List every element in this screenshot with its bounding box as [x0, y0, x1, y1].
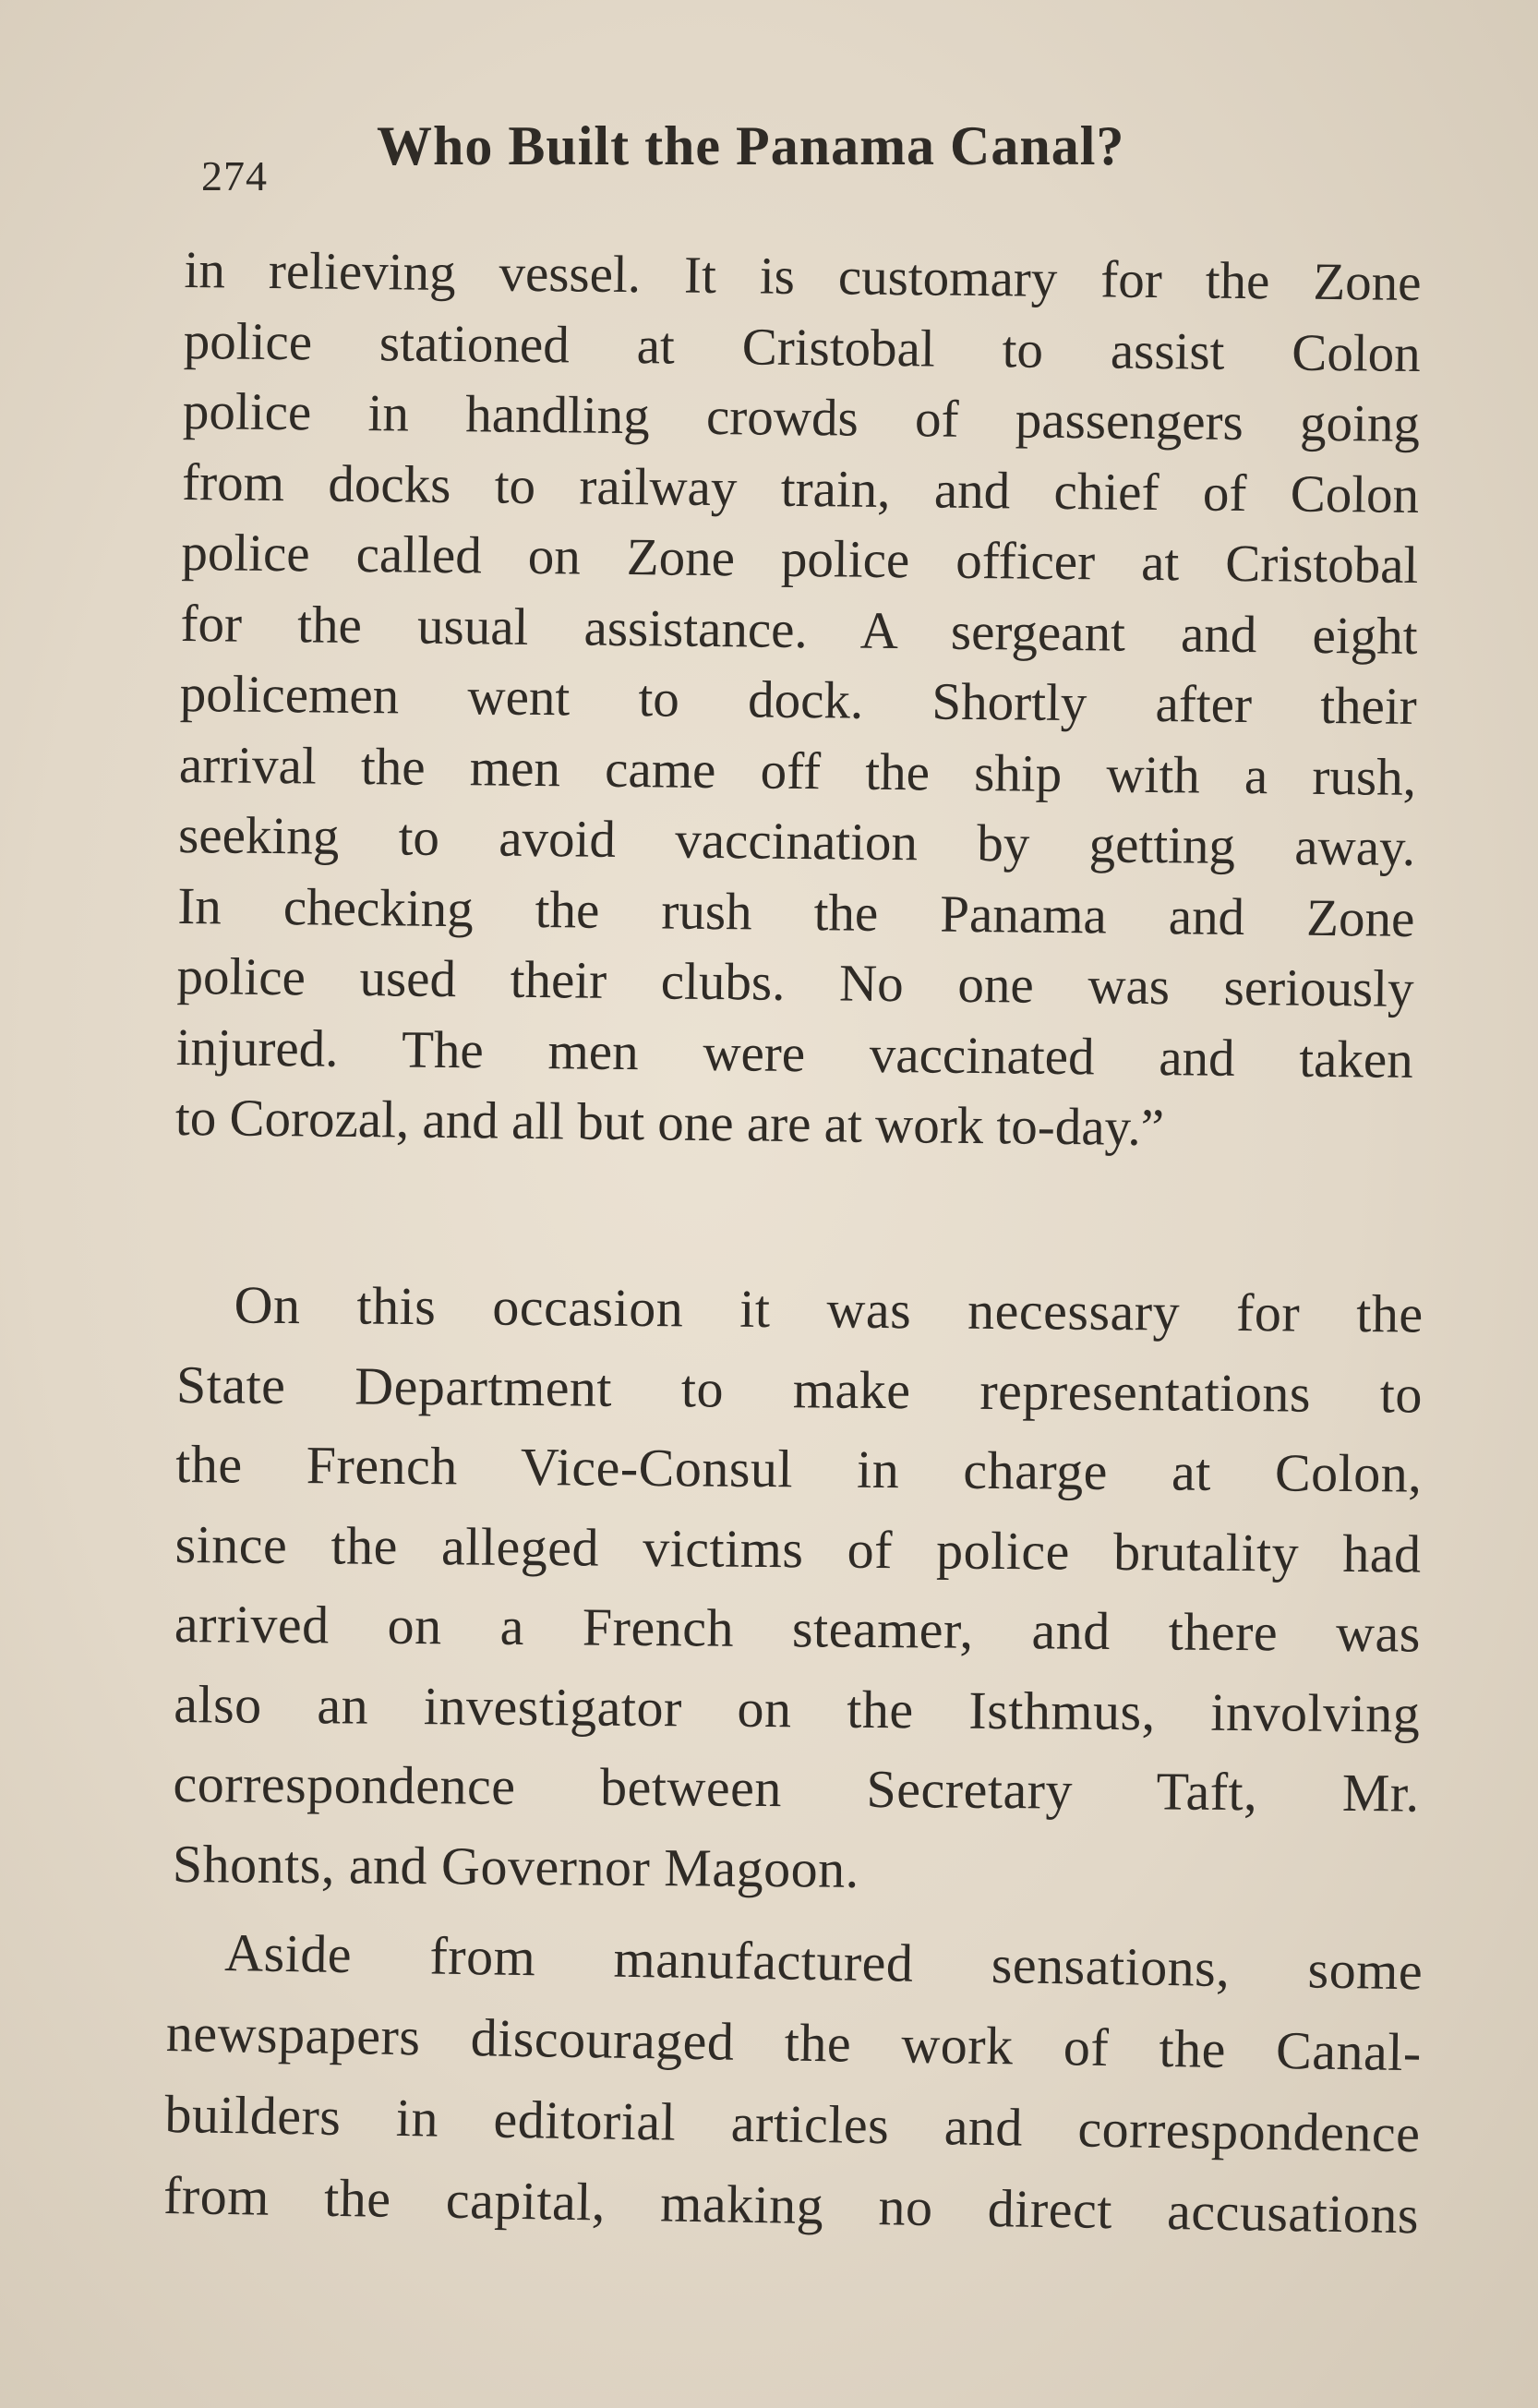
text-line: policemen went to dock. Shortly after their: [179, 664, 1418, 737]
text-line: from docks to railway train, and chief of Colon: [181, 452, 1420, 524]
text-line: police stationed at Cristobal to assist Colon: [183, 311, 1422, 383]
text-line: Aside from manufactured sensations, some: [223, 1921, 1424, 2002]
quoted-report: [175, 235, 1422, 1166]
text-line: since the alleged victims of police brutality had: [174, 1513, 1422, 1584]
text-line: Shonts, and Governor Magoon.: [172, 1833, 859, 1899]
text-line: police called on Zone police officer at Cristobal: [181, 523, 1419, 596]
text-line: police used their clubs. No one was seriously: [176, 946, 1414, 1018]
body-paragraph: [173, 1265, 1424, 1914]
text-line: On this occasion it was necessary for the: [234, 1274, 1424, 1344]
text-line: correspondence between Secretary Taft, Mr.: [173, 1752, 1420, 1824]
page-header: [201, 109, 1309, 201]
text-line: builders in editorial articles and correspondence: [164, 2083, 1421, 2164]
text-line: In checking the rush the Panama and Zone: [177, 876, 1415, 948]
text-line: State Department to make representations to: [175, 1354, 1424, 1425]
text-line: to Corozal, and all but one are at work to-day.”: [174, 1088, 1165, 1158]
text-line: from the capital, making no direct accusations: [162, 2164, 1420, 2245]
text-line: newspapers discouraged the work of the Canal-: [165, 2002, 1423, 2083]
text-line: for the usual assistance. A sergeant and eight: [180, 594, 1418, 666]
text-line: police in handling crowds of passengers going: [182, 381, 1421, 454]
text-line: arrival the men came off the ship with a rush,: [178, 735, 1417, 807]
text-line: seeking to avoid vaccination by getting away.: [177, 805, 1416, 877]
text-line: the French Vice-Consul in charge at Colon,: [175, 1433, 1423, 1504]
text-line: injured. The men were vaccinated and taken: [175, 1017, 1414, 1090]
text-line: in relieving vessel. It is customary for the Zone: [184, 240, 1422, 313]
text-line: also an investigator on the Isthmus, involving: [174, 1673, 1421, 1744]
page-number: 274: [201, 152, 268, 199]
body-paragraph: [162, 1911, 1423, 2256]
running-head-title: Who Built the Panama Canal?: [377, 115, 1125, 176]
text-line: arrived on a French steamer, and there was: [174, 1593, 1422, 1664]
